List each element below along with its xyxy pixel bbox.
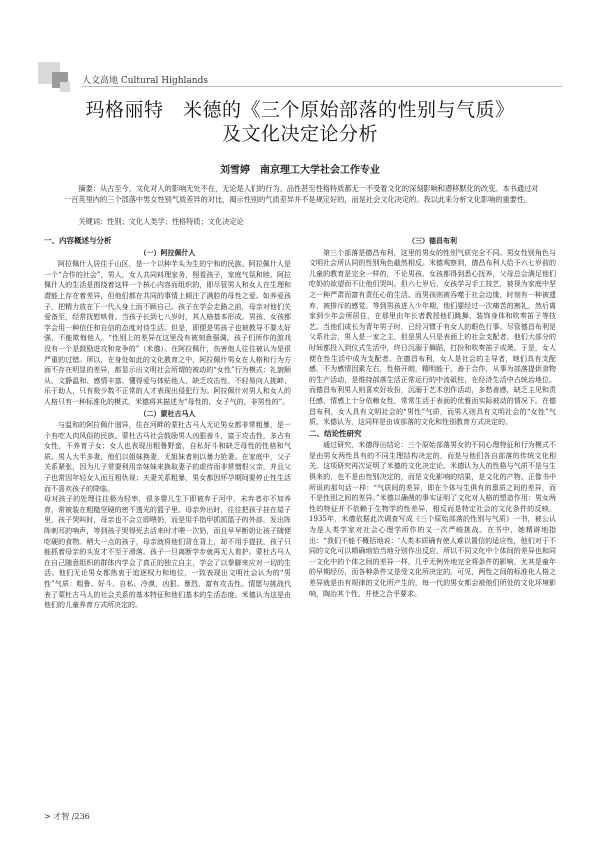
abstract: 摘要：从古至今，文化对人的影响无处不在，无论是人们的行为、品性甚至性格特质都无一不受着文化的深刻影响和潜移默化的改变。本书通过对一百英里内的三个部落中男女性别气质差异的对比，揭示性别的气质差异并不是规定好的，而是社会文化决定的。我以此来分析文化影响的重要性。 bbox=[64, 184, 539, 204]
paragraph: 与温和的阿拉佩什迥异，住在河畔的蒙杜古马人无论男女都非常粗暴，是一个有吃人肉风俗的民族。蒙杜古马社会鼓励男人凶狠善斗，富于攻击性，多占有女性，不养育子女；女人也表现出粗鲁野蛮，自私好斗和缺乏母性的性格和气质。男人大半多妻，他们以姐妹换妻，无姐妹者则以暴力抢妻。在家庭中，父子关系紧张，因为儿子常要利用亲妹妹来换取妻子的虐待而非常憎恨父亲，并且父子也常因年轻女人而互相仇视；夫妻关系粗暴，男女都因怀孕期间要停止性生活而不喜欢孩子的降临。 bbox=[44, 421, 291, 493]
right-column bbox=[309, 235, 556, 599]
subsection-heading: （二）蒙杜古马人 bbox=[139, 409, 196, 418]
subsection-heading: （三）德昌布利 bbox=[408, 237, 457, 245]
subsection-heading: （一）阿拉佩什人 bbox=[139, 248, 196, 257]
header-rule bbox=[82, 86, 562, 87]
section-heading: 一、内容概述与分析 bbox=[44, 236, 112, 245]
section-header: 人文高地 Cultural Highlands bbox=[82, 76, 208, 86]
paragraph: 阿拉佩什人居住于山区，是一个以种芋头为生的宁和的民族。阿拉佩什人是一个“合作的社会”，男人，女人共同料理家务，照看孩子，家庭气氛和睦。阿拉佩什人的生活是围绕着这样一个核心内容而组织的，即尽管男人和女人在生理和潜能上存在着差异，但他们都在共同的事情上倾注了满腔的母性之爱。如养爱孩子，把精力放在下一代人身上而不顾自己。孩子在学会走路之前，母亲对他们关爱备至，经常抚慰哄骨。当孩子长到七八岁时，其人格基本形成。男孩、女孩都学会用一种信任和自信的态度对待生活。但是，即便是男孩子也被教导不要太好强，不能欺侮他人。“性别上的差异在这里没有被刻意强调。孩子们所作的游戏没有一个是鼓励进攻和竞争的”（米德）。在阿拉佩什，伤害他人往往被认为是很严重的过错。所以，在身处如此的文化教育之中，阿拉佩什男女在人格和行为方面不存在明显的差异，都显示出文明社会所谓的被动的“女性”行为模式：礼貌顺从、文静温和、感情丰富、懂得爱与体贴他人、缺乏攻击性、不轻易向人挑衅、乐于助人，只有极少数不正常的人才表现出侵犯行为。阿拉佩什对男人和女人的人格只有一种标准化的模式，米德将其描述为“母性的，女子气的，非男性的”。 bbox=[44, 260, 291, 406]
section-heading: 二、结论性研究 bbox=[309, 428, 362, 438]
left-column bbox=[44, 235, 291, 611]
article-title bbox=[40, 98, 560, 146]
keywords: 关键词：性别；文化人类学；性格特质；文化决定论 bbox=[78, 217, 244, 226]
title-line-1: 玛格丽特 米德的《三个原始部落的性别与气质》 bbox=[85, 99, 515, 121]
paragraph: 母对孩子的处理往往极为轻率，很多婴儿生下即被弃于河中，未弃者亦不加养育，常被装在粗糙坚硬的密不透光的篮子里。母亲外出时，往往把孩子挂在屋子里，孩子哭叫时，母亲也不会立即喂奶，而是用手指甲抓抓篮子的外部，发出阵阵刺耳的响声，等到孩子哭得死去活来时才喂一次奶，而且早早断奶让孩子随便吃硬的食物。稍大一点的孩子，母亲就将他们背在背上，却不用手提扶，孩子只能抓着母亲的头发才不至于滑落。孩子一旦离断学步就再无人看护。蒙杜古马人在自己随意组织的群体内学会了真正的独立自主，学会了以拳脚来应对一切的生活。他们无论男女都热衷于追逐权力和地位，一致表现出文明社会认为的“男性”气质：粗鲁、好斗、自私、冷漠、凶狠、暴烈、富有攻击性。情愿与挑战代表了蒙杜古马人的社会关系的基本特征和他们基本的生活态度。米德认为这是由他们的儿童养育方式所决定的。 bbox=[44, 495, 291, 610]
page-footer: > 才智 /236 bbox=[44, 812, 90, 821]
paragraph: 第三个部落是德昌布利，这里的男女的性别气质完全不同。男女性别角色与文明社会所认同的性别角色截然相反。米德观察到，德昌布利人给予六七岁前的儿童的教育是完全一样的，不论男孩，女孩都得到悉心抚养，父母总会满足他们吃奶的欲望而不让他们哭叫。但六七岁后，女孩学习手工技艺，被视为家庭中坚之一种严肃而富有责任心的生活。而男孩则被吞噬于社会边缘，时刻有一种被遗弃，被排斥的感觉。等到男孩进入少年期，他们要经过一次痛苦的割礼，然后离家到少年会所居住，在那里由年长者教授他们跳舞、装饰身体和吹奏笛子等技艺。当他们成长为青年男子时，已经习惯于有女人的眼色行事。尽管德昌布利是父系社会，男人是一家之主，但是男人只是表面上的社会支配者，他们大部分的时间都投入到仪式生活中，终日沉溺于舞蹈，打扮和吹奏笛子或萧。于是，女人便在性生活中成为支配者。在德昌布利，女人是社会的主导者，她们具有支配感，不为感情因素左右，性格开朗，精明能干，善于合作，从事为部落提供食物的生产活动，是维持部落生活正常运行的中流砥柱，在经济生活中占统治地位。而德昌布利男人则喜欢好妆扮，沉溺于艺术创作活动，多愁善感，缺乏主见和责任感，情感上十分依赖女性，常常生活于表面的优雅而实际被动的情况下。在德昌布利，女人具有文明社会的“男性”气质，而男人则具有文明社会的“女性”气质。米德认为，这同样是由该部落的文化和性别教育方式决定的。 bbox=[309, 248, 556, 427]
title-line-2: 及文化决定论分析 bbox=[221, 123, 378, 145]
author-line: 刘雪婷 南京理工大学社会工作专业 bbox=[220, 165, 380, 176]
corner-decoration bbox=[60, 82, 70, 92]
paragraph: 通过研究，米德得出结论：三个原始部落男女的不同心理特征和行为模式不是由男女两性具有的不同生理结构决定的，而是与他们各自部落的传统文化相关。这项研究再次证明了米德的文化决定论。米德认为人的性格与气质不是与生俱来的，也不是由性别决定的，而是文化影响的结果，是文化的产物。正像书中所说的那句话一样：“气质间的差异，即在个体与生俱有的禀质之间的差异，而不是性别之间的差异。”米德以确凿的事实证明了文化对人格的塑造作用：男女两性的特征并不依赖于生物学的性差异，相反而是特定社会的文化条件的反映。1935年，米德依据此次调查写成《三个原始部落的性别与气质》一书，被公认为是人类学家对社会心理学所作的又一次严峻挑战。在书中，她精辟地指出：“我们不能不概括地说：‘人类本质确有使人难以置信的适应性，他们对于不同的文化可以精确地恰当地分别作出反应，所以不同文化中个体间的差异也和同一文化中的个体之间的差异一样，几乎无例外地完全将条件的影响，尤其是童年的早期经历，而各种条件又是受文化所决定的。可见，两性之间的标准化人格之差异就是由有规律的文化所产生的，每一代的男女都会被他们所处的文化环境影响，陶冶其个性，并使之合乎要求。 bbox=[309, 441, 556, 598]
